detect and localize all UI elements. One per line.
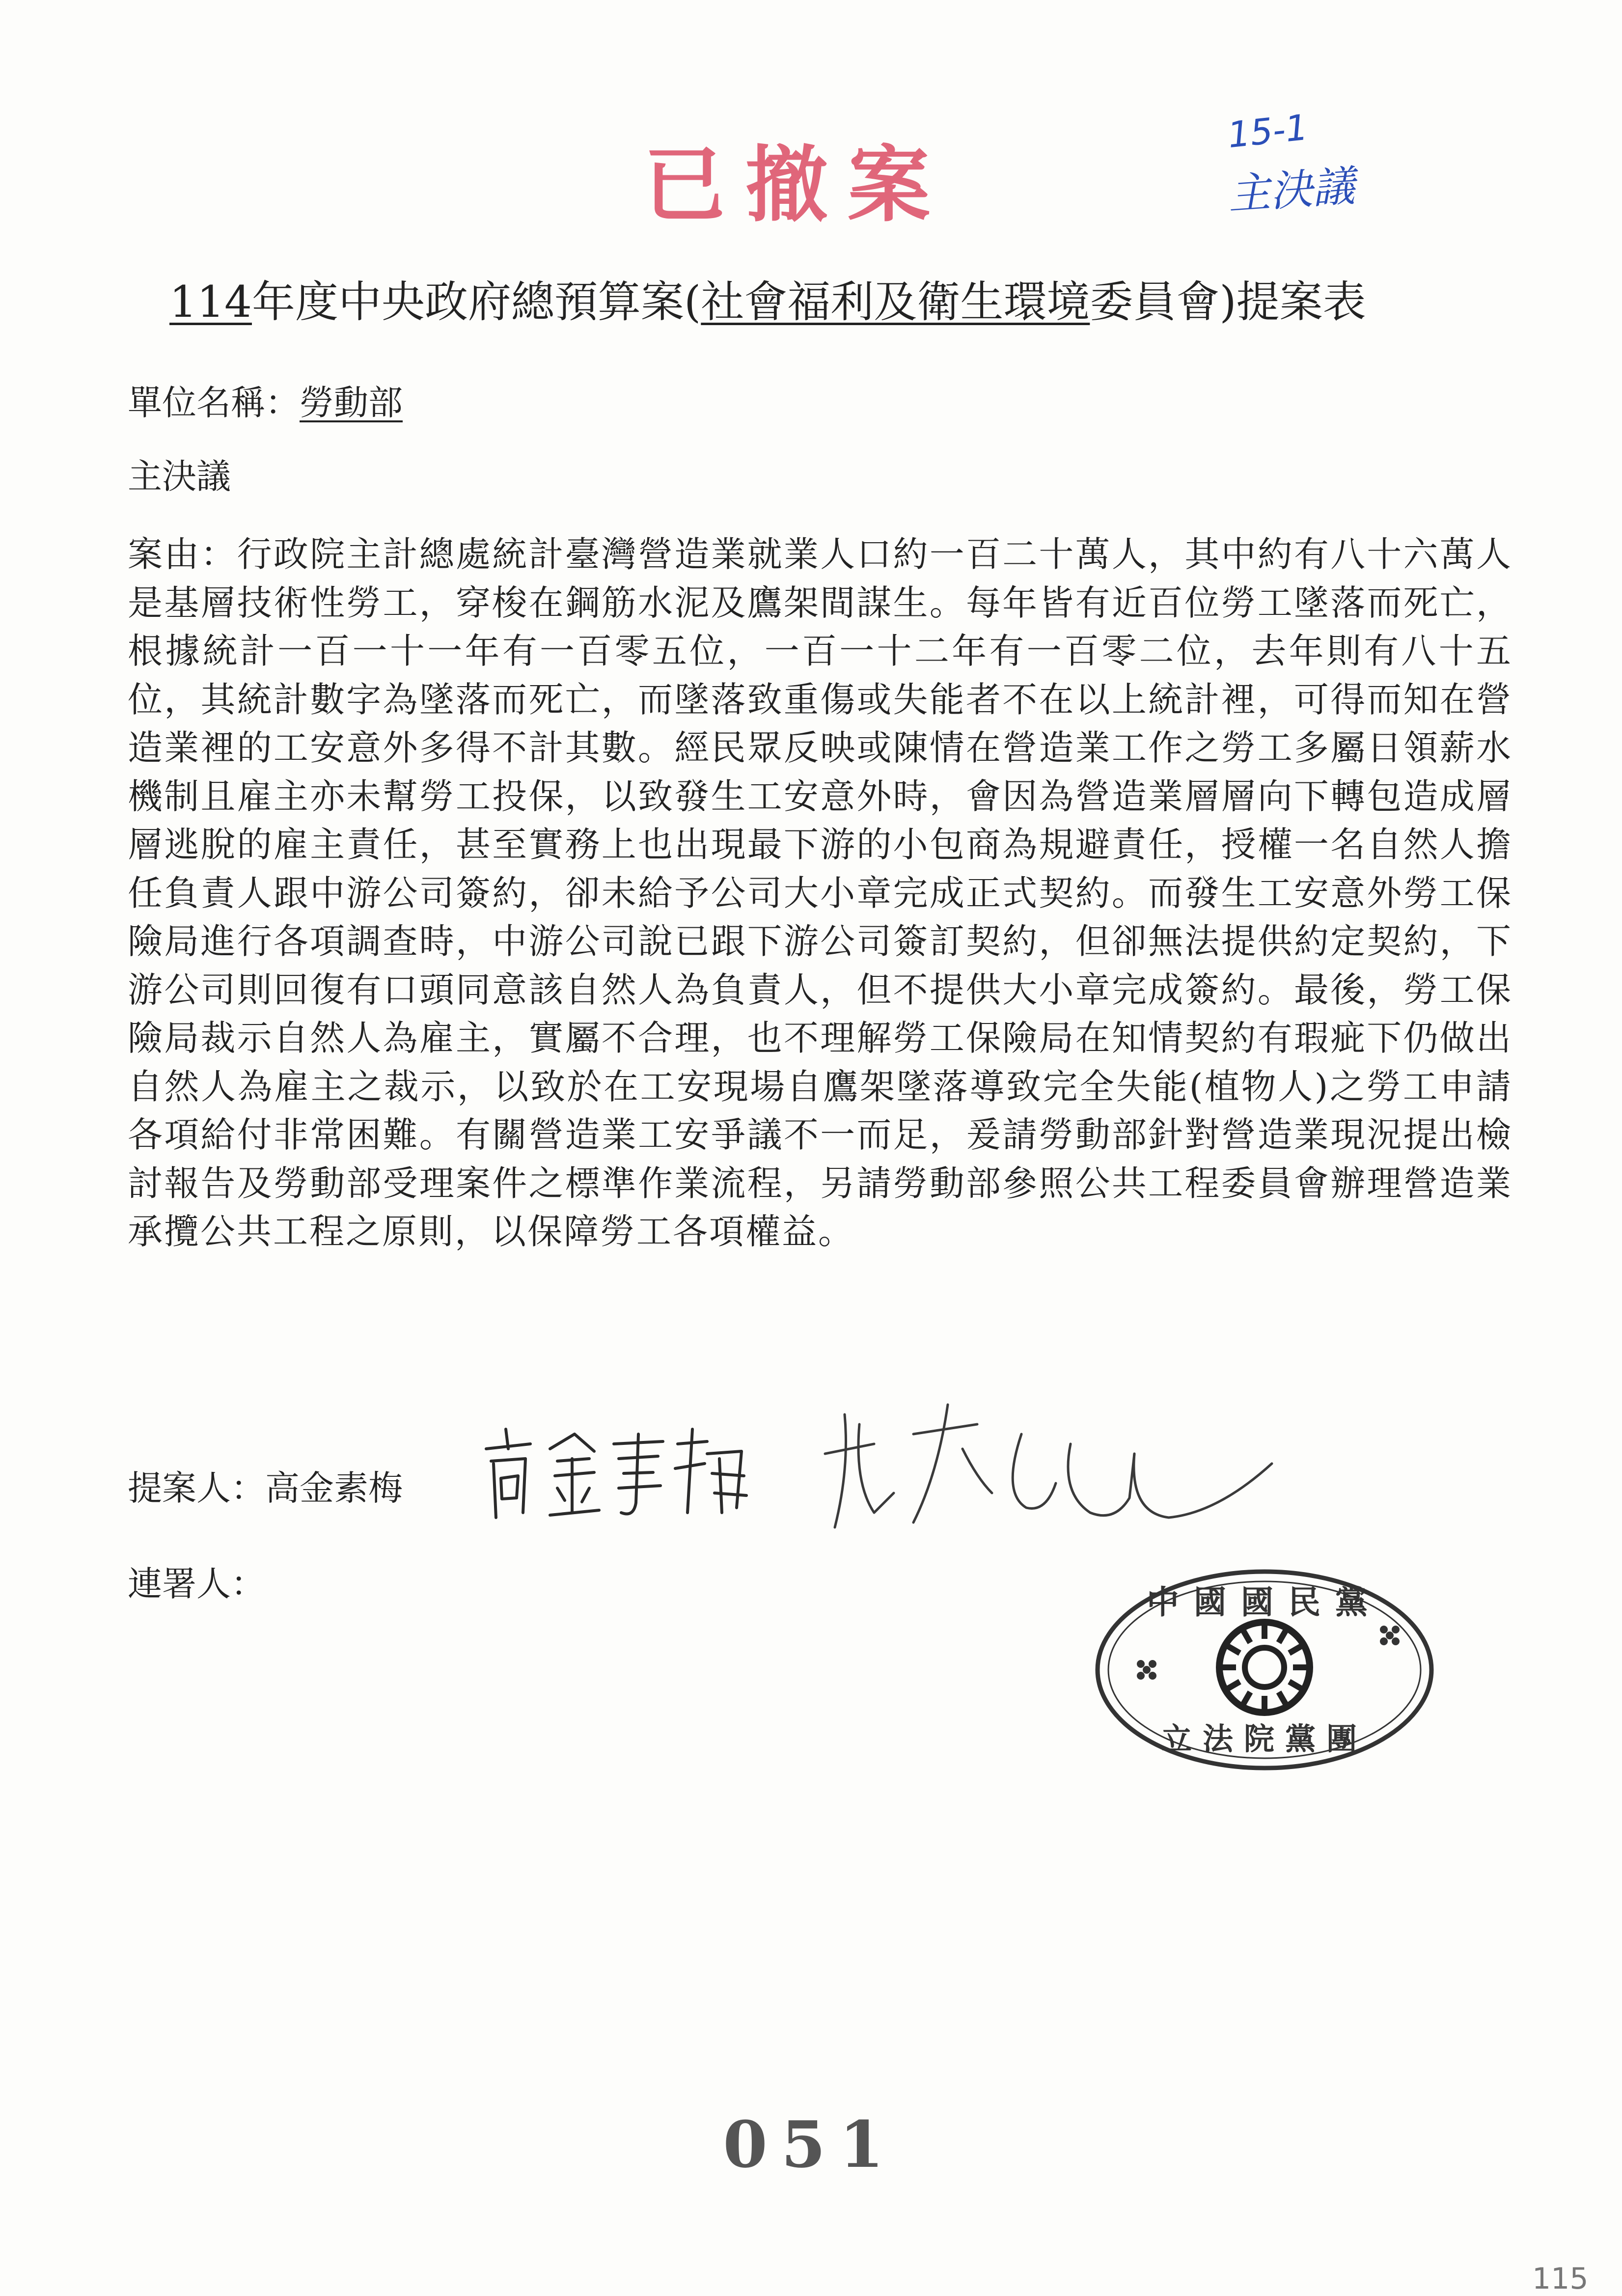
signature-gao-chin-su-mei (476, 1414, 751, 1532)
title-year: 114 (169, 277, 252, 327)
cosigner-row (128, 1559, 265, 1608)
cosigner-label: 連署人： (128, 1564, 265, 1604)
seal-sun-ray (1279, 1692, 1286, 1704)
svg-text:立法院黨團: 立法院黨團 (1161, 1721, 1368, 1757)
document-title (169, 273, 1446, 332)
unit-row (128, 378, 403, 427)
page-number: 051 (723, 2107, 898, 2182)
seal-sun-ray (1243, 1692, 1250, 1704)
seal-sun-ray (1289, 1646, 1301, 1653)
withdrawn-stamp: 已撤案 (643, 137, 950, 233)
handwritten-note: 主決議 (1226, 162, 1356, 220)
handwritten-number: 15-1 (1226, 106, 1310, 156)
title-committee: 社會福利及衛生環境 (701, 277, 1090, 327)
case-reason-text: 案由：行政院主計總處統計臺灣營造業就業人口約一百二十萬人，其中約有八十六萬人是基層技術性勞工，穿梭在鋼筋水泥及鷹架間謀生。每年皆有近百位勞工墜落而死亡，根據統計一百一十一年有一百零五位，一百一十二年有一百零二位，去年則有八十五位，其統計數字為墜落而死亡，而墜落致重傷或失能者不在以上統計裡，可得而知在營造業裡的工安意外多得不計其數。經民眾反映或陳情在營造業工作之勞工多屬日領薪水機制且雇主亦未幫勞工投保，以致發生工安意外時，會因為營造業層層向下轉包造成層層逃脫的雇主責任，甚至實務上也出現最下游的小包商為規避責任，授權一名自然人擔任負責人跟中游公司簽約，卻未給予公司大小章完成正式契約。而發生工安意外勞工保險局進行各項調查時，中游公司說已跟下游公司簽訂契約，但卻無法提供約定契約，下游公司則回復有口頭同意該自然人為負責人，但不提供大小章完成簽約。最後，勞工保險局裁示自然人為雇主，實屬不合理，也不理解勞工保險局在知情契約有瑕疵下仍做出自然人為雇主之裁示，以致於在工安現場自鷹架墜落導致完全失能(植物人)之勞工申請各項給付非常困難。有關營造業工安爭議不一而足，爰請勞動部針對營造業現況提出檢討報告及勞動部受理案件之標準作業流程，另請勞動部參照公共工程委員會辦理營造業承攬公共工程之原則，以保障勞工各項權益。 (128, 534, 1512, 1252)
signature-cosigner (815, 1395, 1282, 1542)
seal-sun-ray (1289, 1682, 1301, 1688)
main-resolution-heading: 主決議 (128, 456, 231, 497)
seal-sun-ray (1279, 1631, 1286, 1643)
proposer-name: 高金素梅 (265, 1468, 403, 1508)
proposer-row (128, 1464, 403, 1513)
title-part2: 委員會)提案表 (1090, 277, 1366, 327)
unit-label: 單位名稱： (128, 383, 300, 423)
seal-sun-ray (1243, 1631, 1250, 1643)
handwritten-page-number: 115 (1532, 2262, 1589, 2296)
seal-sun-ray (1228, 1682, 1240, 1688)
title-part1: 年度中央政府總預算案( (251, 277, 701, 327)
seal-sun-ray (1228, 1646, 1240, 1653)
proposer-label: 提案人： (128, 1468, 265, 1508)
svg-text:中國國民黨: 中國國民黨 (1147, 1583, 1382, 1621)
kmt-caucus-seal (1093, 1567, 1436, 1773)
unit-value: 勞動部 (300, 383, 403, 423)
